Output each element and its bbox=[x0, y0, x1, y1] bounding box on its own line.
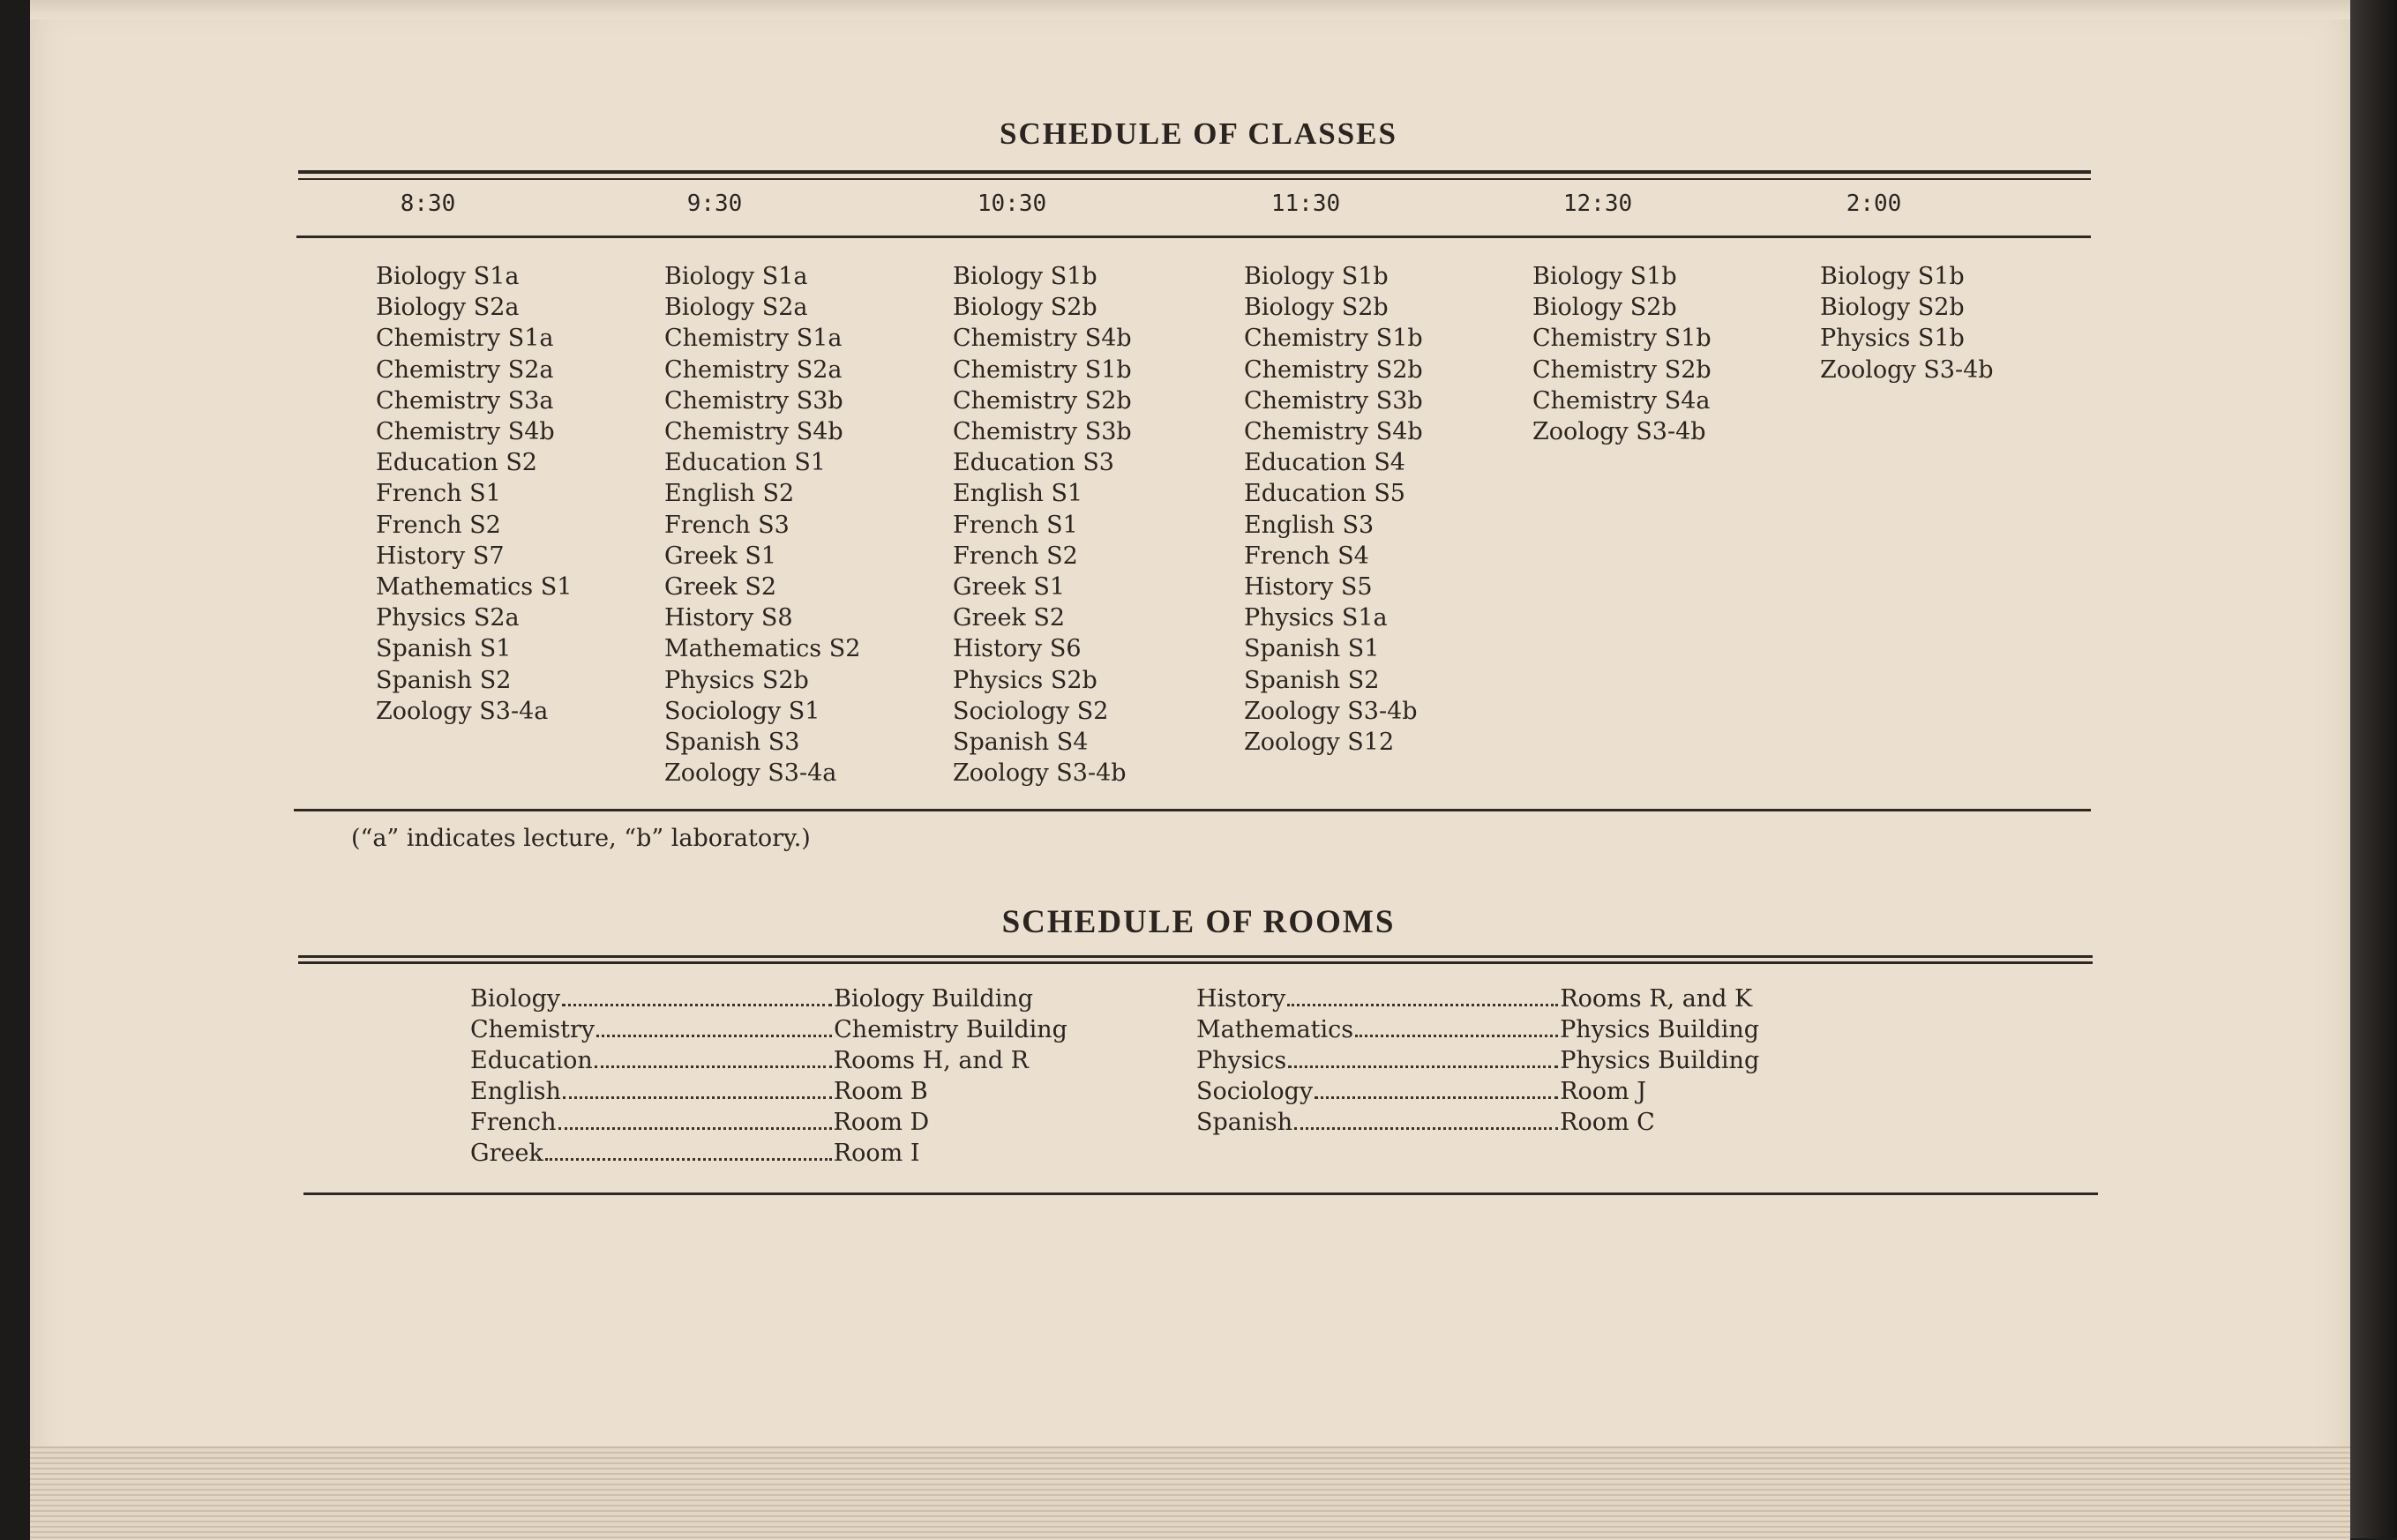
class-entry: Chemistry S1b bbox=[1532, 325, 1712, 353]
class-entry: History S7 bbox=[376, 542, 505, 570]
class-entry: Chemistry S3b bbox=[1244, 386, 1423, 415]
class-entry: French S2 bbox=[376, 511, 501, 539]
class-entry: Spanish S1 bbox=[376, 635, 512, 663]
dot-leader bbox=[545, 1158, 832, 1161]
class-entry: History S6 bbox=[953, 635, 1082, 663]
room-location: Room B bbox=[833, 1078, 928, 1105]
room-subject: Spanish bbox=[1196, 1109, 1293, 1136]
room-location: Rooms H, and R bbox=[833, 1047, 1030, 1074]
class-entry: Education S5 bbox=[1244, 480, 1405, 508]
dot-leader bbox=[562, 1004, 832, 1006]
class-entry: Zoology S3-4a bbox=[376, 697, 549, 725]
rooms-right-list bbox=[1196, 983, 1814, 1138]
footnote: (“a” indicates lecture, “b” laboratory.) bbox=[351, 825, 811, 852]
class-entry: Chemistry S2a bbox=[376, 355, 554, 384]
time-header-rule bbox=[296, 235, 2091, 238]
class-entry: Spanish S2 bbox=[376, 666, 512, 694]
class-entry: Biology S2a bbox=[376, 294, 520, 322]
class-entry: Mathematics S1 bbox=[376, 573, 573, 602]
class-entry: Chemistry S4a bbox=[1532, 386, 1711, 415]
class-entry: Chemistry S4b bbox=[953, 325, 1132, 353]
time-slot-4: 11:30 bbox=[1270, 191, 1341, 217]
class-entry: Biology S2b bbox=[953, 294, 1097, 322]
class-entry: Chemistry S2a bbox=[664, 355, 843, 384]
class-entry: Chemistry S2b bbox=[1244, 355, 1423, 384]
column-12-30 bbox=[1532, 261, 1712, 447]
class-entry: French S3 bbox=[664, 511, 790, 539]
class-entry: Biology S2b bbox=[1820, 294, 1965, 322]
class-entry: Zoology S3-4b bbox=[953, 759, 1127, 788]
room-location: Biology Building bbox=[834, 985, 1034, 1013]
class-entry: English S2 bbox=[664, 480, 795, 508]
room-row bbox=[1196, 1107, 1814, 1138]
dot-leader bbox=[1287, 1004, 1558, 1006]
dot-leader bbox=[1294, 1127, 1558, 1130]
room-row bbox=[470, 1107, 1088, 1138]
time-header-row bbox=[0, 191, 2397, 226]
class-entry: Zoology S12 bbox=[1244, 729, 1395, 757]
class-entry: Greek S1 bbox=[953, 573, 1066, 602]
class-entry: English S3 bbox=[1244, 511, 1375, 539]
room-row bbox=[1196, 1076, 1814, 1107]
classes-top-rule-1 bbox=[298, 170, 2091, 174]
class-entry: Chemistry S4b bbox=[1244, 418, 1423, 446]
class-entry: English S1 bbox=[953, 480, 1083, 508]
class-entry: Sociology S2 bbox=[953, 697, 1109, 725]
column-8-30 bbox=[376, 261, 572, 727]
room-row bbox=[1196, 1014, 1814, 1045]
class-entry: Chemistry S3b bbox=[664, 386, 843, 415]
class-entry: Biology S2a bbox=[664, 294, 808, 322]
rooms-top-rule-2 bbox=[298, 961, 2093, 964]
room-row bbox=[470, 1076, 1088, 1107]
book-page bbox=[30, 0, 2350, 1538]
time-slot-1: 8:30 bbox=[400, 191, 456, 217]
room-subject: Physics bbox=[1196, 1047, 1287, 1074]
class-entry: Spanish S1 bbox=[1244, 635, 1380, 663]
time-slot-2: 9:30 bbox=[686, 191, 743, 217]
room-subject: Biology bbox=[470, 985, 561, 1013]
dot-leader bbox=[596, 1035, 832, 1037]
column-9-30 bbox=[664, 261, 860, 789]
class-entry: Education S1 bbox=[664, 449, 826, 477]
room-subject: Sociology bbox=[1196, 1078, 1314, 1105]
room-location: Room D bbox=[833, 1109, 930, 1136]
dot-leader bbox=[595, 1065, 832, 1068]
room-subject: Education bbox=[470, 1047, 593, 1074]
room-subject: French bbox=[470, 1109, 557, 1136]
room-location: Room I bbox=[833, 1140, 920, 1167]
class-entry: Education S4 bbox=[1244, 449, 1405, 477]
class-entry: Mathematics S2 bbox=[664, 635, 861, 663]
class-entry: Physics S2b bbox=[953, 666, 1097, 694]
class-entry: Physics S2b bbox=[664, 666, 809, 694]
class-entry: Greek S1 bbox=[664, 542, 777, 570]
class-entry: French S2 bbox=[953, 542, 1078, 570]
dot-leader bbox=[558, 1127, 832, 1130]
page-top-shadow bbox=[30, 0, 2350, 19]
class-entry: Biology S2b bbox=[1532, 294, 1677, 322]
class-entry: Spanish S4 bbox=[953, 729, 1089, 757]
room-row bbox=[1196, 1045, 1814, 1076]
class-entry: Education S2 bbox=[376, 449, 537, 477]
classes-bottom-rule bbox=[294, 809, 2091, 811]
page-edges bbox=[30, 1447, 2350, 1540]
class-entry: Biology S1b bbox=[1532, 263, 1677, 290]
time-slot-3: 10:30 bbox=[977, 191, 1047, 217]
class-entry: Physics S2a bbox=[376, 604, 520, 632]
class-entry: Physics S1b bbox=[1820, 325, 1965, 353]
class-entry: Zoology S3-4b bbox=[1244, 697, 1418, 725]
class-entry: Greek S2 bbox=[664, 573, 777, 602]
time-slot-5: 12:30 bbox=[1562, 191, 1633, 217]
class-entry: Spanish S2 bbox=[1244, 666, 1380, 694]
room-subject: Mathematics bbox=[1196, 1016, 1354, 1043]
class-entry: Biology S2b bbox=[1244, 294, 1389, 322]
class-entry: Chemistry S3b bbox=[953, 418, 1132, 446]
room-row bbox=[470, 1138, 1088, 1169]
class-entry: Biology S1b bbox=[953, 263, 1097, 290]
dot-leader bbox=[563, 1096, 832, 1099]
class-entry: Zoology S3-4b bbox=[1820, 355, 1994, 384]
room-subject: Chemistry bbox=[470, 1016, 596, 1043]
room-row bbox=[470, 983, 1088, 1014]
column-10-30 bbox=[953, 261, 1132, 789]
room-location: Room C bbox=[1560, 1109, 1655, 1136]
class-entry: French S1 bbox=[953, 511, 1078, 539]
room-location: Rooms R, and K bbox=[1560, 985, 1753, 1013]
class-entry: Biology S1a bbox=[664, 263, 808, 290]
dot-leader bbox=[1315, 1096, 1558, 1099]
time-slot-6: 2:00 bbox=[1846, 191, 1902, 217]
classes-top-rule-2 bbox=[298, 178, 2091, 180]
book-gutter bbox=[2350, 0, 2397, 1538]
class-entry: History S8 bbox=[664, 604, 793, 632]
class-entry: Biology S1b bbox=[1244, 263, 1389, 290]
room-row bbox=[470, 1014, 1088, 1045]
class-entry: Chemistry S4b bbox=[376, 418, 555, 446]
class-entry: Spanish S3 bbox=[664, 729, 800, 757]
rooms-bottom-rule bbox=[303, 1192, 2098, 1195]
class-entry: French S4 bbox=[1244, 542, 1369, 570]
classes-title: SCHEDULE OF CLASSES bbox=[1000, 116, 1397, 151]
room-location: Chemistry Building bbox=[834, 1016, 1067, 1043]
class-entry: Physics S1a bbox=[1244, 604, 1388, 632]
class-entry: Chemistry S4b bbox=[664, 418, 843, 446]
room-subject: History bbox=[1196, 985, 1286, 1013]
class-entry: Chemistry S2b bbox=[953, 386, 1132, 415]
class-entry: Chemistry S1b bbox=[1244, 325, 1423, 353]
class-entry: Biology S1a bbox=[376, 263, 520, 290]
class-entry: Chemistry S2b bbox=[1532, 355, 1712, 384]
class-entry: Chemistry S1a bbox=[664, 325, 843, 353]
column-11-30 bbox=[1244, 261, 1423, 758]
room-subject: Greek bbox=[470, 1140, 543, 1167]
class-entry: Chemistry S1b bbox=[953, 355, 1132, 384]
room-location: Physics Building bbox=[1560, 1016, 1760, 1043]
rooms-title: SCHEDULE OF ROOMS bbox=[1001, 904, 1396, 940]
rooms-left-list bbox=[470, 983, 1088, 1169]
rooms-top-rule-1 bbox=[298, 955, 2093, 958]
class-entry: Biology S1b bbox=[1820, 263, 1965, 290]
room-location: Room J bbox=[1560, 1078, 1647, 1105]
class-entry: Chemistry S3a bbox=[376, 386, 554, 415]
class-entry: French S1 bbox=[376, 480, 501, 508]
room-location: Physics Building bbox=[1560, 1047, 1760, 1074]
dot-leader bbox=[1355, 1035, 1558, 1037]
class-entry: History S5 bbox=[1244, 573, 1373, 602]
class-entry: Education S3 bbox=[953, 449, 1114, 477]
room-row bbox=[470, 1045, 1088, 1076]
room-row bbox=[1196, 983, 1814, 1014]
class-entry: Zoology S3-4b bbox=[1532, 418, 1706, 446]
class-entry: Chemistry S1a bbox=[376, 325, 554, 353]
room-subject: English bbox=[470, 1078, 561, 1105]
dot-leader bbox=[1288, 1065, 1558, 1068]
class-entry: Greek S2 bbox=[953, 604, 1066, 632]
class-entry: Zoology S3-4a bbox=[664, 759, 837, 788]
column-2-00 bbox=[1820, 261, 1994, 385]
class-entry: Sociology S1 bbox=[664, 697, 820, 725]
